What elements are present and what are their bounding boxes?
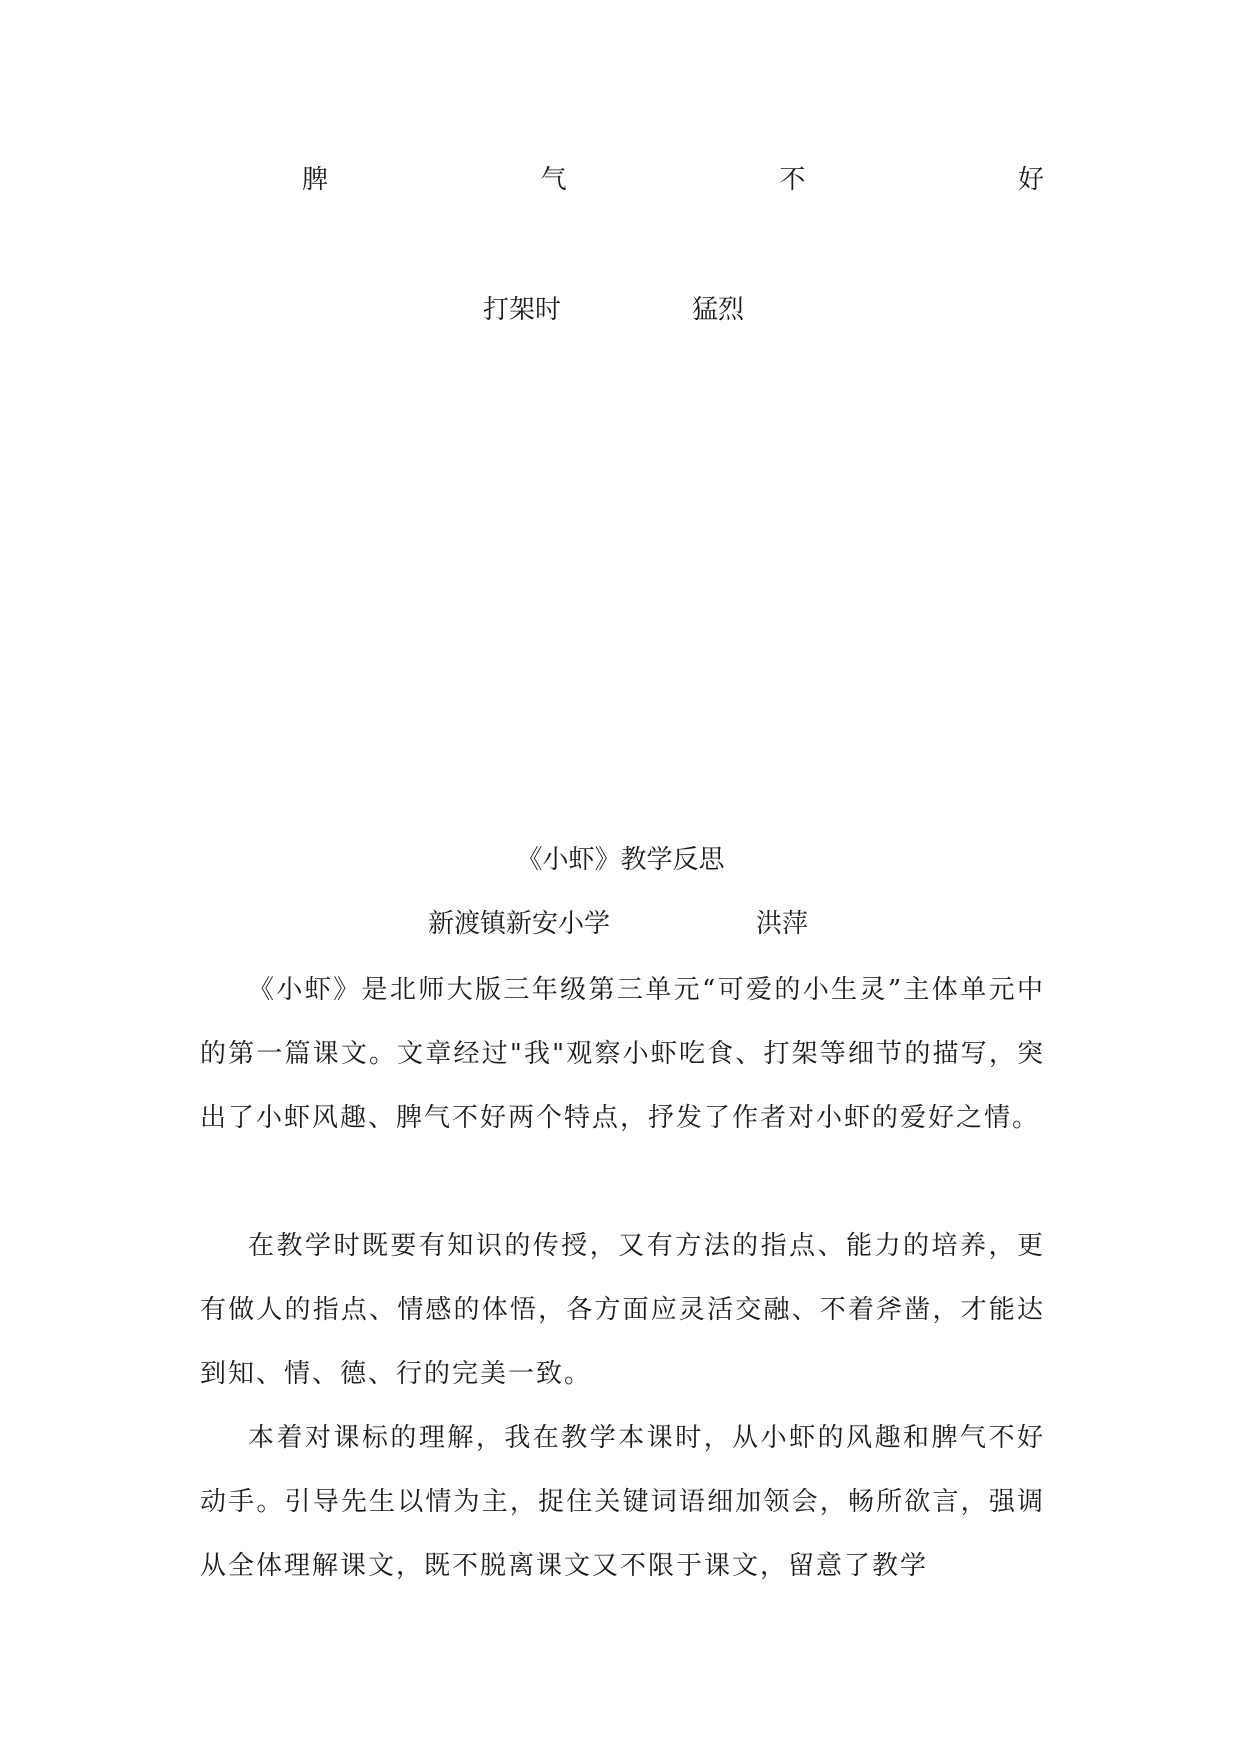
pair-right-word: 猛烈 — [692, 295, 745, 325]
body-paragraph: 本着对课标的理解，我在教学本课时，从小虾的风趣和脾气不好动手。引导先生以情为主，捉住关键词语细加领会，畅所欲言，强调从全体理解课文，既不脱离课文又不限于课文，留意了教学 — [200, 1423, 1045, 1581]
pair-left-word: 打架时 — [483, 295, 562, 325]
spaced-char: 脾 — [302, 165, 329, 195]
article-title: 《小虾》教学反思 — [516, 845, 725, 875]
spaced-char: 气 — [540, 165, 567, 195]
spaced-char: 不 — [779, 165, 806, 195]
spaced-char: 好 — [1017, 165, 1044, 195]
spaced-phrase — [302, 162, 1044, 198]
author-name: 洪萍 — [756, 909, 809, 939]
body-paragraph: 《小虾》是北师大版三年级第三单元“可爱的小生灵”主体单元中的第一篇课文。文章经过"我"观察小虾吃食、打架等细节的描写，突出了小虾风趣、脾气不好两个特点，抒发了作者对小虾的爱好之情。 — [200, 975, 1045, 1133]
body-paragraph: 在教学时既要有知识的传授，又有方法的指点、能力的培养，更有做人的指点、情感的体悟，各方面应灵活交融、不着斧凿，才能达到知、情、德、行的完美一致。 — [200, 1231, 1045, 1389]
school-name: 新渡镇新安小学 — [428, 909, 611, 939]
